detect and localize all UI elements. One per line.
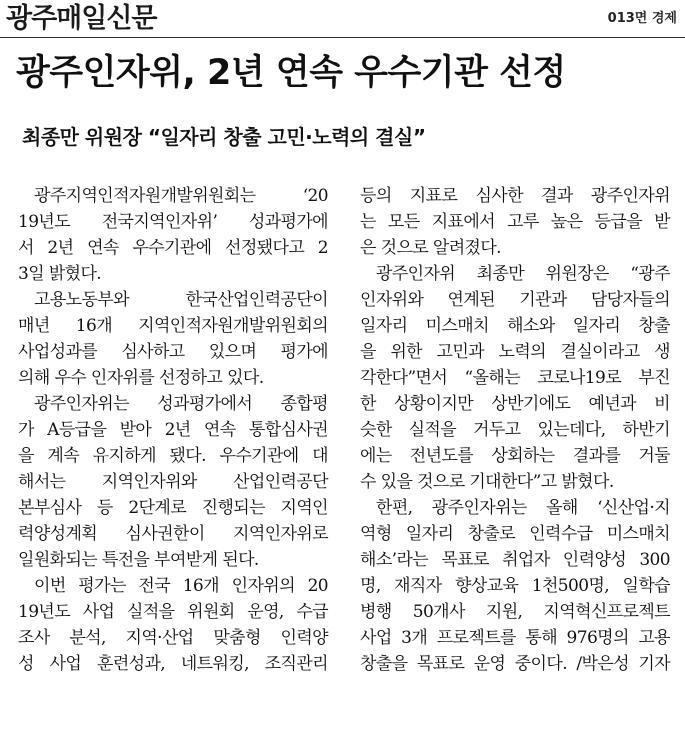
body-line: 19년도 전국지역인자위’ 성과평가에 [18, 212, 328, 232]
article-subheadline: 최종만 위원장 “일자리 창출 고민·노력의 결실” [22, 125, 426, 149]
body-line: 등의 지표로 심사한 결과 광주인자위 [360, 186, 670, 206]
body-line: 광주지역인적자원개발위원회는 ‘20 [34, 186, 328, 206]
body-line: 광주인자위는 성과평가에서 종합평 [34, 394, 328, 414]
body-line: 해소’라는 목표로 취업자 인력양성 300 [360, 550, 670, 570]
article-column-left [18, 183, 328, 677]
body-line: 매년 16개 지역인적자원개발위원회의 [18, 316, 328, 336]
header-divider [0, 37, 685, 38]
body-line: 조사 분석, 지역·산업 맞춤형 인력양 [18, 628, 328, 648]
body-line: 해서는 지역인자위와 산업인력공단 [18, 472, 328, 492]
body-line: 19년도 사업 실적을 위원회 운영, 수급 [18, 602, 328, 622]
body-line: 사업성과를 심사하고 있으며 평가에 [18, 342, 328, 362]
body-line: 명, 재직자 향상교육 1천500명, 일학습 [360, 576, 670, 596]
body-line: 고용노동부와 한국산업인력공단이 [34, 290, 328, 310]
body-line: 각한다”면서 “올해는 코로나19로 부진 [360, 368, 670, 388]
body-line: 한 상황이지만 상반기에도 예년과 비 [360, 394, 670, 414]
body-line: 역형 일자리 창출로 인력수급 미스매치 [360, 524, 670, 544]
body-line: 광주인자위 최종만 위원장은 “광주 [376, 264, 670, 284]
body-line: 한편, 광주인자위는 올해 ‘신산업·지 [376, 498, 670, 518]
body-line: 이번 평가는 전국 16개 인자위의 20 [34, 576, 328, 596]
body-line: 인자위와 연계된 기관과 담당자들의 [360, 290, 670, 310]
page-section-label: 013면 경제 [607, 11, 677, 26]
body-line: 는 모든 지표에서 고루 높은 등급을 받 [360, 212, 670, 232]
body-line: 병행 50개사 지원, 지역혁신프로젝트 [360, 602, 670, 622]
body-line: 일원화되는 특전을 부여받게 된다. [18, 550, 259, 570]
body-line: 력양성계획 심사권한이 지역인자위로 [18, 524, 328, 544]
body-line: 슷한 실적을 거두고 있는데다, 하반기 [360, 420, 670, 440]
body-line: 은 것으로 알려졌다. [360, 238, 501, 258]
body-line: 을 위한 고민과 노력의 결실이라고 생 [360, 342, 670, 362]
body-line: 서 2년 연속 우수기관에 선정됐다고 2 [18, 238, 328, 258]
body-line: 본부심사 등 2단계로 진행되는 지역인 [18, 498, 328, 518]
body-line: 가 A등급을 받아 2년 연속 통합심사권 [18, 420, 328, 440]
body-line: 사업 3개 프로젝트를 통해 976명의 고용 [360, 628, 670, 648]
article-headline: 광주인자위, 2년 연속 우수기관 선정 [16, 53, 566, 93]
body-line: 3일 밝혔다. [18, 264, 102, 284]
body-line: 의해 우수 인자위를 선정하고 있다. [18, 368, 264, 388]
article-column-right [360, 183, 670, 677]
body-line: 을 계속 유지하게 됐다. 우수기관에 대 [18, 446, 328, 466]
newspaper-masthead: 광주매일신문 [6, 3, 157, 34]
body-line: 에는 전년도를 상회하는 결과를 거둘 [360, 446, 670, 466]
body-line: 수 있을 것으로 기대한다”고 밝혔다. [360, 472, 614, 492]
body-line: 성 사업 훈련성과, 네트워킹, 조직관리 [18, 654, 328, 674]
body-line: 일자리 미스매치 해소와 일자리 창출 [360, 316, 670, 336]
body-line: 창출을 목표로 운영 중이다. /박은성 기자 [360, 654, 670, 674]
